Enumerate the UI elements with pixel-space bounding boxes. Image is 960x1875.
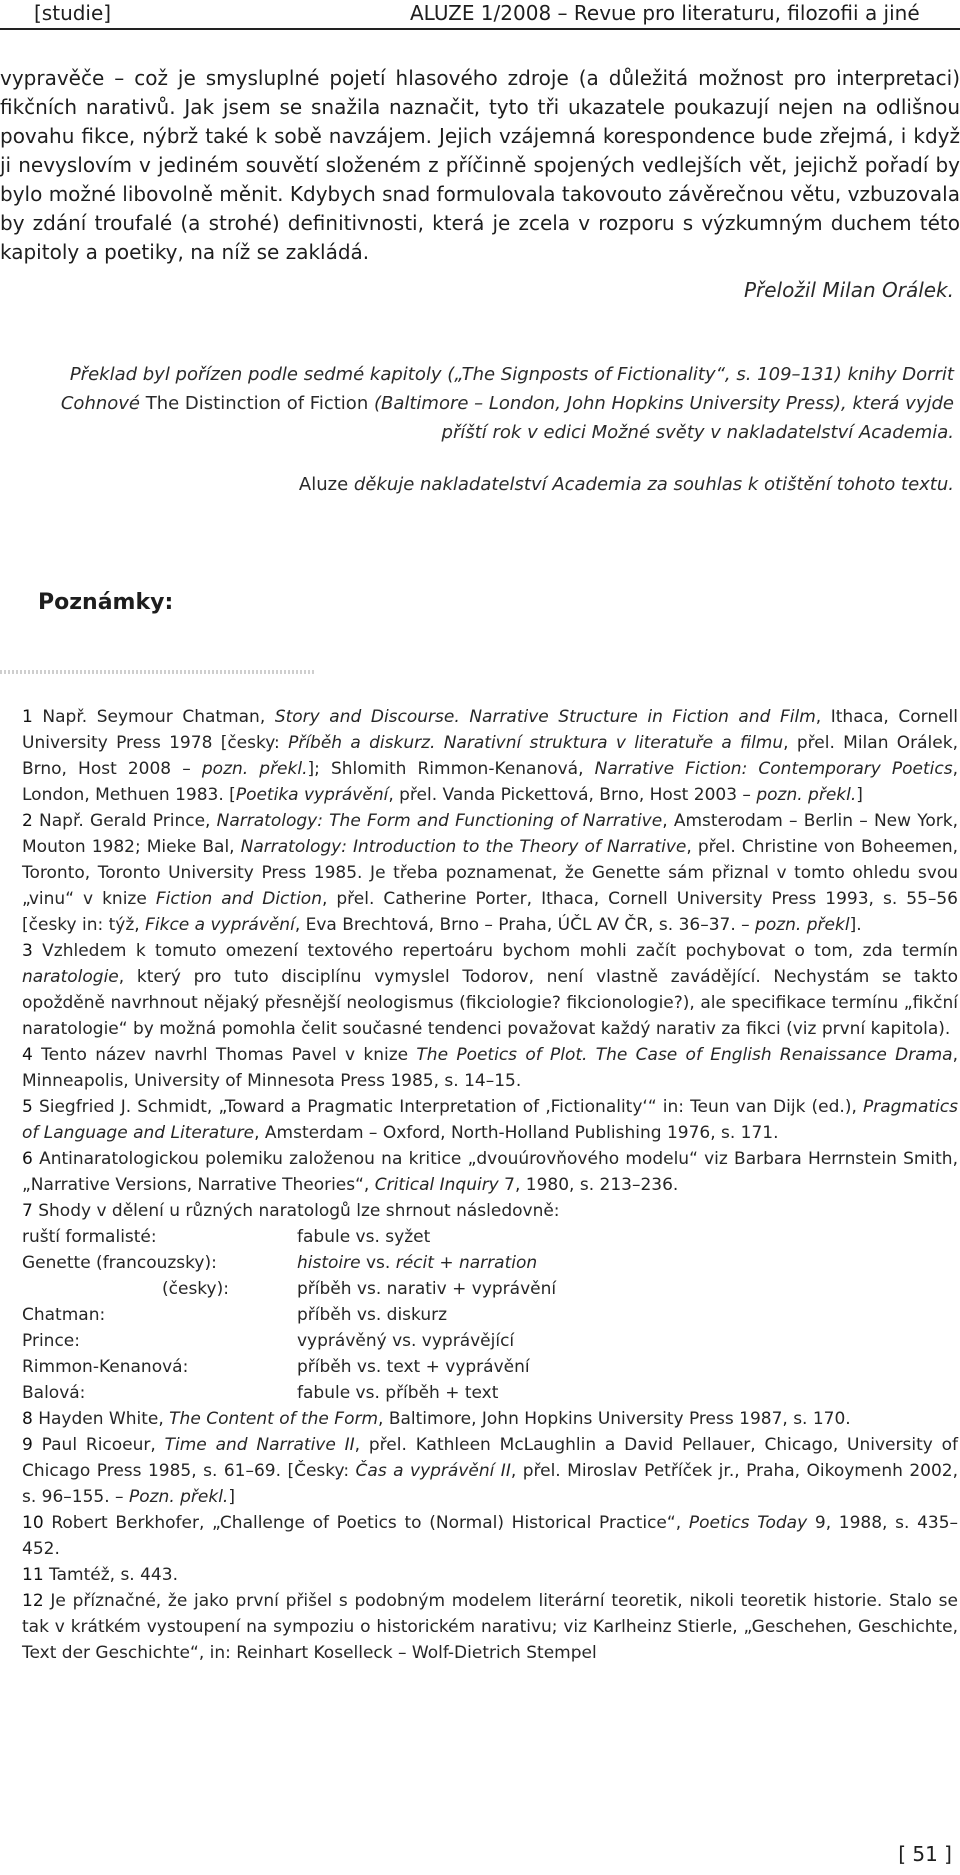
note-number: 5 <box>22 1097 33 1117</box>
term: histoire <box>297 1253 361 1273</box>
note-text: , přel. Vanda Pickettová, Brno, Host 2003 – <box>388 785 751 805</box>
note-number: 4 <box>22 1045 33 1065</box>
credit-book-title: The Distinction of Fiction <box>145 393 369 414</box>
table-cell: (česky): <box>162 1279 229 1299</box>
note-text: ]; Shlomith Rimmon-Kenanová, <box>307 759 584 779</box>
source-credit <box>24 360 954 447</box>
table-cell: Prince: <box>22 1331 80 1351</box>
note-text: , Eva Brechtová, Brno – Praha, ÚČL AV ČR, s. 36–37. – <box>294 915 750 935</box>
note-text: Je příznačné, že jako první přišel s podobným modelem literární teoretik, nikoli teoretik historie. Stalo se tak v krátkém vystoupení na sympoziu o historickém narativu; viz Karlheinz Stierle, „Geschehen, Geschichte, Text der Geschichte“, in: Reinhart Koselleck – Wolf-Dietrich Stempel <box>22 1591 958 1663</box>
note-3 <box>22 938 958 1042</box>
note-title: Story and Discourse. Narrative Structure in Fiction and Film <box>274 707 816 727</box>
note-text: Hayden White, <box>38 1409 164 1429</box>
body-paragraph: vypravěče – což je smysluplné pojetí hlasového zdroje (a důležitá možnost pro interpretaci) fikčních narativů. Jak jsem se snažila naznačit, tyto tři ukazatele poukazují nejen na odlišnou povahu fikce, nýbrž také k sobě navzájem. Jejich vzájemná korespondence bude zřejmá, i když ji nevyslovím v jediném souvětí složeném z příčinně spojených vedlejších vět, jejichž pořadí by bylo možné libovolně měnit. Kdybych snad formulovala takovouto závěrečnou větu, vzbuzovala by zdání troufalé (a strohé) definitivnosti, která je zcela v rozporu s výzkumným duchem této kapitoly a poetiky, na níž se zakládá. <box>0 66 960 264</box>
note-text: , Ithaca, Cornell University Press 1978 [česky: <box>22 707 958 753</box>
note-number: 1 <box>22 707 33 727</box>
note-title: Narrative Fiction: Contemporary Poetics <box>594 759 953 779</box>
table-cell: příběh vs. diskurz <box>297 1305 448 1325</box>
acknowledgement <box>299 470 954 499</box>
note-text: , Amsterdam – Oxford, North-Holland Publishing 1976, s. 171. <box>254 1123 779 1143</box>
note-title: Poetics Today <box>688 1513 808 1533</box>
thanks-journal: Aluze <box>298 474 349 495</box>
note-title: Pozn. překl. <box>128 1487 229 1507</box>
table-row <box>22 1302 556 1328</box>
note-title: Fiction and Diction <box>155 889 322 909</box>
note-title: pozn. překl <box>755 915 850 935</box>
note-text: Vzhledem k tomuto omezení textového repertoáru bychom mohli začít pochybovat o tom, zda termín <box>42 941 958 961</box>
note-text: , London, Methuen 1983. [ <box>22 759 959 805</box>
translator-credit: Přeložil Milan Orálek. <box>743 278 954 302</box>
note-title: Pragmatics of Language and Literature <box>22 1097 958 1143</box>
note-title: The Content of the Form <box>169 1409 379 1429</box>
note-number: 7 <box>22 1201 33 1221</box>
note-title: Critical Inquiry <box>374 1175 499 1195</box>
note-text: 9, 1988, s. 435–452. <box>22 1513 959 1559</box>
table-cell: Rimmon-Kenanová: <box>22 1357 189 1377</box>
note-title: Fikce a vyprávění <box>145 915 295 935</box>
note-text: Např. Seymour Chatman, <box>42 707 266 727</box>
note-number: 12 <box>22 1591 44 1611</box>
note-11 <box>22 1562 958 1588</box>
note-2 <box>22 808 958 938</box>
term-sep: vs. <box>360 1253 396 1273</box>
note-text: Shody v dělení u různých naratologů lze shrnout následovně: <box>38 1201 560 1221</box>
note-text: , přel. Kathleen McLaughlin a David Pellauer, Chicago, University of Chicago Press 1985, s. 61–69. [Česky: <box>22 1435 959 1481</box>
note-7 <box>22 1198 958 1224</box>
journal-title: ALUZE 1/2008 – Revue pro literaturu, filozofii a jiné <box>410 1 920 25</box>
running-header <box>0 0 960 30</box>
table-row <box>22 1380 556 1406</box>
note-text: Tamtéž, s. 443. <box>49 1565 178 1585</box>
note-title: pozn. překl. <box>201 759 308 779</box>
note-title: Narratology: Introduction to the Theory of Narrative <box>240 837 687 857</box>
note-text: Robert Berkhofer, „Challenge of Poetics to (Normal) Historical Practice“, <box>51 1513 682 1533</box>
note-text: Např. Gerald Prince, <box>39 811 211 831</box>
note-number: 9 <box>22 1435 33 1455</box>
note-number: 10 <box>22 1513 44 1533</box>
term: récit <box>395 1253 434 1273</box>
note-text: , Minneapolis, University of Minnesota Press 1985, s. 14–15. <box>22 1045 958 1091</box>
notes-heading: Poznámky: <box>38 590 174 615</box>
note-4 <box>22 1042 958 1094</box>
note-6 <box>22 1146 958 1198</box>
footnotes <box>22 704 958 1666</box>
note-text: , Amsterodam – Berlin – New York, Mouton 1982; Mieke Bal, <box>22 811 959 857</box>
section-label: [studie] <box>34 1 112 25</box>
credit-part-1: Překlad byl pořízen podle sedmé kapitoly („The Signposts of Fictionality“, s. 109–131) knihy Dorrit Cohnové <box>60 364 954 414</box>
note-text: , Baltimore, John Hopkins University Press 1987, s. 170. <box>378 1409 851 1429</box>
note-text: ] <box>856 785 863 805</box>
table-row <box>22 1276 556 1302</box>
note-title: pozn. překl. <box>756 785 857 805</box>
note-text: ]. <box>849 915 862 935</box>
note-text: , který pro tuto disciplínu vymyslel Todorov, není vlastně zavádějící. Nechystám se takto opožděně navrhnout nějaký přesnější neologismus (fikciologie? fikcionologie?), ale specifikace termínu „fikční naratologie“ by možná pomohla čelit současné tendenci považovat každý narativ za fikci (viz první kapitola). <box>22 967 958 1039</box>
note-text: 7, 1980, s. 213–236. <box>504 1175 679 1195</box>
table-cell: fabule vs. příběh + text <box>297 1383 499 1403</box>
note-title: Time and Narrative II <box>164 1435 355 1455</box>
table-cell: Balová: <box>22 1383 86 1403</box>
note-9 <box>22 1432 958 1510</box>
table-row <box>22 1224 556 1250</box>
note-title: Čas a vyprávění II <box>355 1461 511 1481</box>
note-text: Antinaratologickou polemiku založenou na kritice „dvouúrovňového modelu“ viz Barbara Herrnstein Smith, „Narrative Versions, Narrative Theories“, <box>22 1149 958 1195</box>
note-text: Paul Ricoeur, <box>41 1435 156 1455</box>
note-text: , přel. Miroslav Petříček jr., Praha, Oikoymenh 2002, s. 96–155. – <box>22 1461 959 1507</box>
note-number: 8 <box>22 1409 33 1429</box>
note-text: Siegfried J. Schmidt, „Toward a Pragmatic Interpretation of ‚Fictionality‘“ in: Teun van Dijk (ed.), <box>38 1097 857 1117</box>
terminology-table <box>22 1224 556 1406</box>
note-text: , přel. Catherine Porter, Ithaca, Cornell University Press 1993, s. 55–56 [česky in: týž, <box>22 889 958 935</box>
note-title: Narratology: The Form and Functioning of Narrative <box>216 811 663 831</box>
credit-part-2: (Baltimore – London, John Hopkins University Press), která vyjde příští rok v edici Možné světy v nakladatelství Academia. <box>373 393 954 443</box>
table-cell: fabule vs. syžet <box>297 1227 431 1247</box>
note-number: 2 <box>22 811 33 831</box>
note-text: ] <box>228 1487 235 1507</box>
table-row <box>22 1354 556 1380</box>
note-text: , přel. Christine von Boheemen, Toronto, Toronto University Press 1985. Je třeba poznamenat, že Genette sám přiznal v tomto ohledu svou „vinu“ v knize <box>22 837 958 909</box>
note-10 <box>22 1510 958 1562</box>
note-number: 6 <box>22 1149 33 1169</box>
note-8 <box>22 1406 958 1432</box>
note-text: Tento název navrhl Thomas Pavel v knize <box>41 1045 409 1065</box>
note-title: naratologie <box>22 967 119 987</box>
note-title: The Poetics of Plot. The Case of English Renaissance Drama <box>416 1045 953 1065</box>
table-row <box>22 1250 556 1276</box>
page-number: [ 51 ] <box>898 1842 952 1866</box>
note-number: 11 <box>22 1565 44 1585</box>
table-cell: ruští formalisté: <box>22 1227 157 1247</box>
note-number: 3 <box>22 941 33 961</box>
note-1 <box>22 704 958 808</box>
table-cell: příběh vs. text + vyprávění <box>297 1357 530 1377</box>
note-text: , přel. Milan Orálek, Brno, Host 2008 – <box>22 733 958 779</box>
note-12 <box>22 1588 958 1666</box>
table-cell <box>297 1250 556 1276</box>
table-cell: Genette (francouzsky): <box>22 1253 217 1273</box>
table-row <box>22 1328 556 1354</box>
note-5 <box>22 1094 958 1146</box>
note-title: Příběh a diskurz. Narativní struktura v literatuře a filmu <box>288 733 784 753</box>
table-cell: vyprávěný vs. vyprávějící <box>297 1331 515 1351</box>
table-cell: Chatman: <box>22 1305 106 1325</box>
term-sep: + <box>433 1253 459 1273</box>
table-cell: příběh vs. narativ + vyprávění <box>297 1279 557 1299</box>
thanks-text: děkuje nakladatelství Academia za souhlas k otištění tohoto textu. <box>353 474 954 495</box>
term: narration <box>458 1253 538 1273</box>
note-title: Poetika vyprávění <box>235 785 389 805</box>
notes-divider <box>0 670 315 674</box>
